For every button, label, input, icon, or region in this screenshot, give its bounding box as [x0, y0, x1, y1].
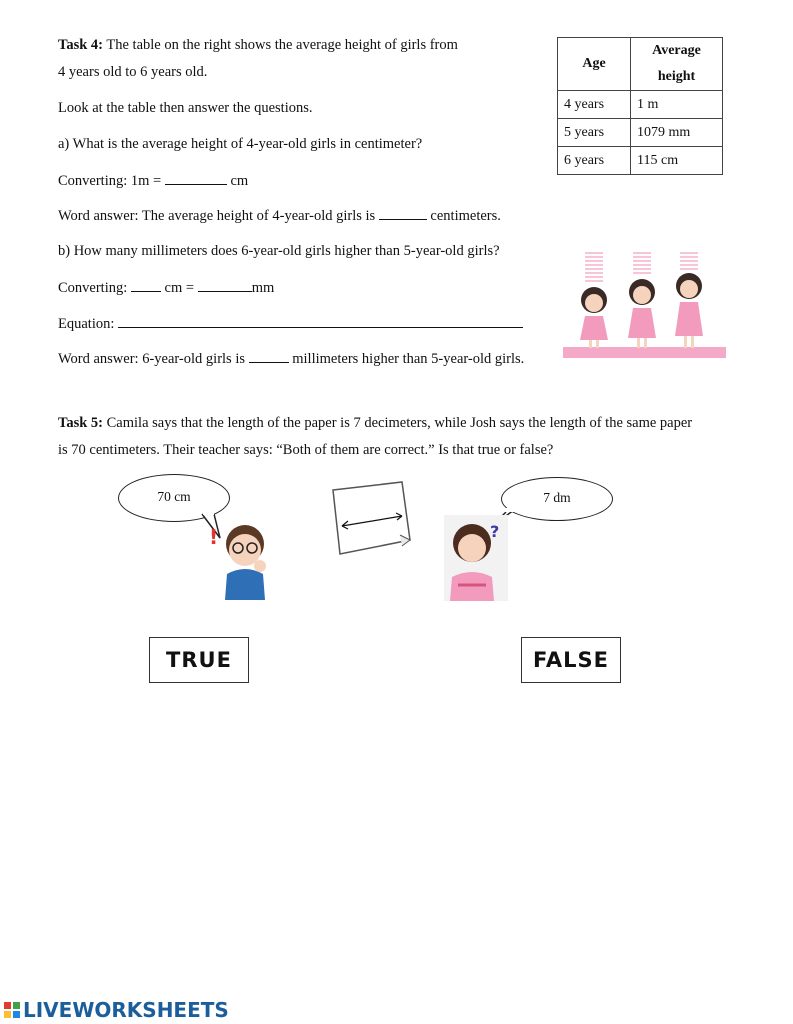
table-header-row [558, 38, 723, 91]
converting-b-row [58, 279, 274, 297]
false-button[interactable] [521, 637, 621, 683]
word-answer-b-row [58, 350, 524, 368]
boy-icon [205, 514, 275, 600]
table-cell: 1 m [631, 91, 723, 119]
floor-strip [563, 347, 726, 358]
word-answer-b-blank[interactable] [249, 350, 289, 363]
girl-icon [580, 287, 608, 348]
word-answer-a-label: Word answer: The average height of 4-year-old girls is [58, 208, 379, 224]
table-row [558, 147, 723, 175]
bubble-boy-text: 70 cm [157, 489, 191, 504]
thinking-girl-icon [444, 515, 508, 601]
table-cell: 115 cm [631, 147, 723, 175]
equation-row [58, 315, 523, 333]
table-row [558, 119, 723, 147]
converting-a-label: Converting: 1m = [58, 173, 165, 189]
table-header-age: Age [558, 38, 631, 91]
word-answer-b-unit: millimeters higher than 5-year-old girls. [288, 351, 525, 367]
word-answer-a-row [58, 207, 501, 225]
equation-blank[interactable] [118, 315, 523, 328]
false-label: FALSE [532, 648, 610, 672]
height-table [557, 37, 723, 175]
task5-line2: is 70 centimeters. Their teacher says: “Both of them are correct.” Is that true or false? [58, 442, 554, 458]
girl-icon [675, 273, 703, 348]
svg-text:?: ? [490, 522, 500, 541]
task4-intro-line1 [58, 37, 458, 54]
word-answer-a-blank[interactable] [379, 207, 427, 220]
word-answer-a-unit: centimeters. [426, 208, 501, 224]
paper-icon [330, 480, 416, 556]
table-cell: 4 years [558, 91, 631, 119]
table-header-height: Average height [631, 38, 723, 91]
svg-text:!: ! [209, 525, 219, 549]
task4-intro-text: The table on the right shows the average height of girls from [106, 37, 458, 53]
true-label: TRUE [166, 648, 232, 672]
task4-instruction: Look at the table then answer the questions. [58, 100, 313, 116]
converting-b-blank-cm[interactable] [131, 279, 161, 292]
task4-title: Task 4: [58, 37, 104, 53]
bubble-girl-text: 7 dm [543, 490, 571, 505]
true-button[interactable] [149, 637, 249, 683]
converting-a-row [58, 172, 248, 190]
task5-text-1: Camila says that the length of the paper is 7 decimeters, while Josh says the length of the same paper [106, 415, 693, 431]
converting-a-blank[interactable] [165, 172, 227, 185]
task4-intro-line2: 4 years old to 6 years old. [58, 64, 208, 80]
task5-title: Task 5: [58, 415, 104, 431]
table-cell: 1079 mm [631, 119, 723, 147]
table-cell: 6 years [558, 147, 631, 175]
table-cell: 5 years [558, 119, 631, 147]
converting-b-unit: mm [251, 280, 275, 296]
three-girls-illustration [563, 248, 726, 360]
task5-line1 [58, 415, 692, 432]
girl-icon [628, 279, 656, 348]
converting-b-blank-mm[interactable] [198, 279, 252, 292]
liveworksheets-logo[interactable] [4, 997, 229, 1023]
question-b: b) How many millimeters does 6-year-old girls higher than 5-year-old girls? [58, 243, 500, 259]
word-answer-b-label: Word answer: 6-year-old girls is [58, 351, 249, 367]
table-row [558, 91, 723, 119]
liveworksheets-grid-icon [4, 1002, 20, 1018]
converting-a-unit: cm [226, 173, 249, 189]
liveworksheets-wordmark: LIVEWORKSHEETS [23, 998, 229, 1022]
equation-label: Equation: [58, 316, 119, 332]
question-a: a) What is the average height of 4-year-old girls in centimeter? [58, 136, 423, 152]
converting-b-label: Converting: [58, 280, 131, 296]
converting-b-mid: cm = [160, 280, 198, 296]
